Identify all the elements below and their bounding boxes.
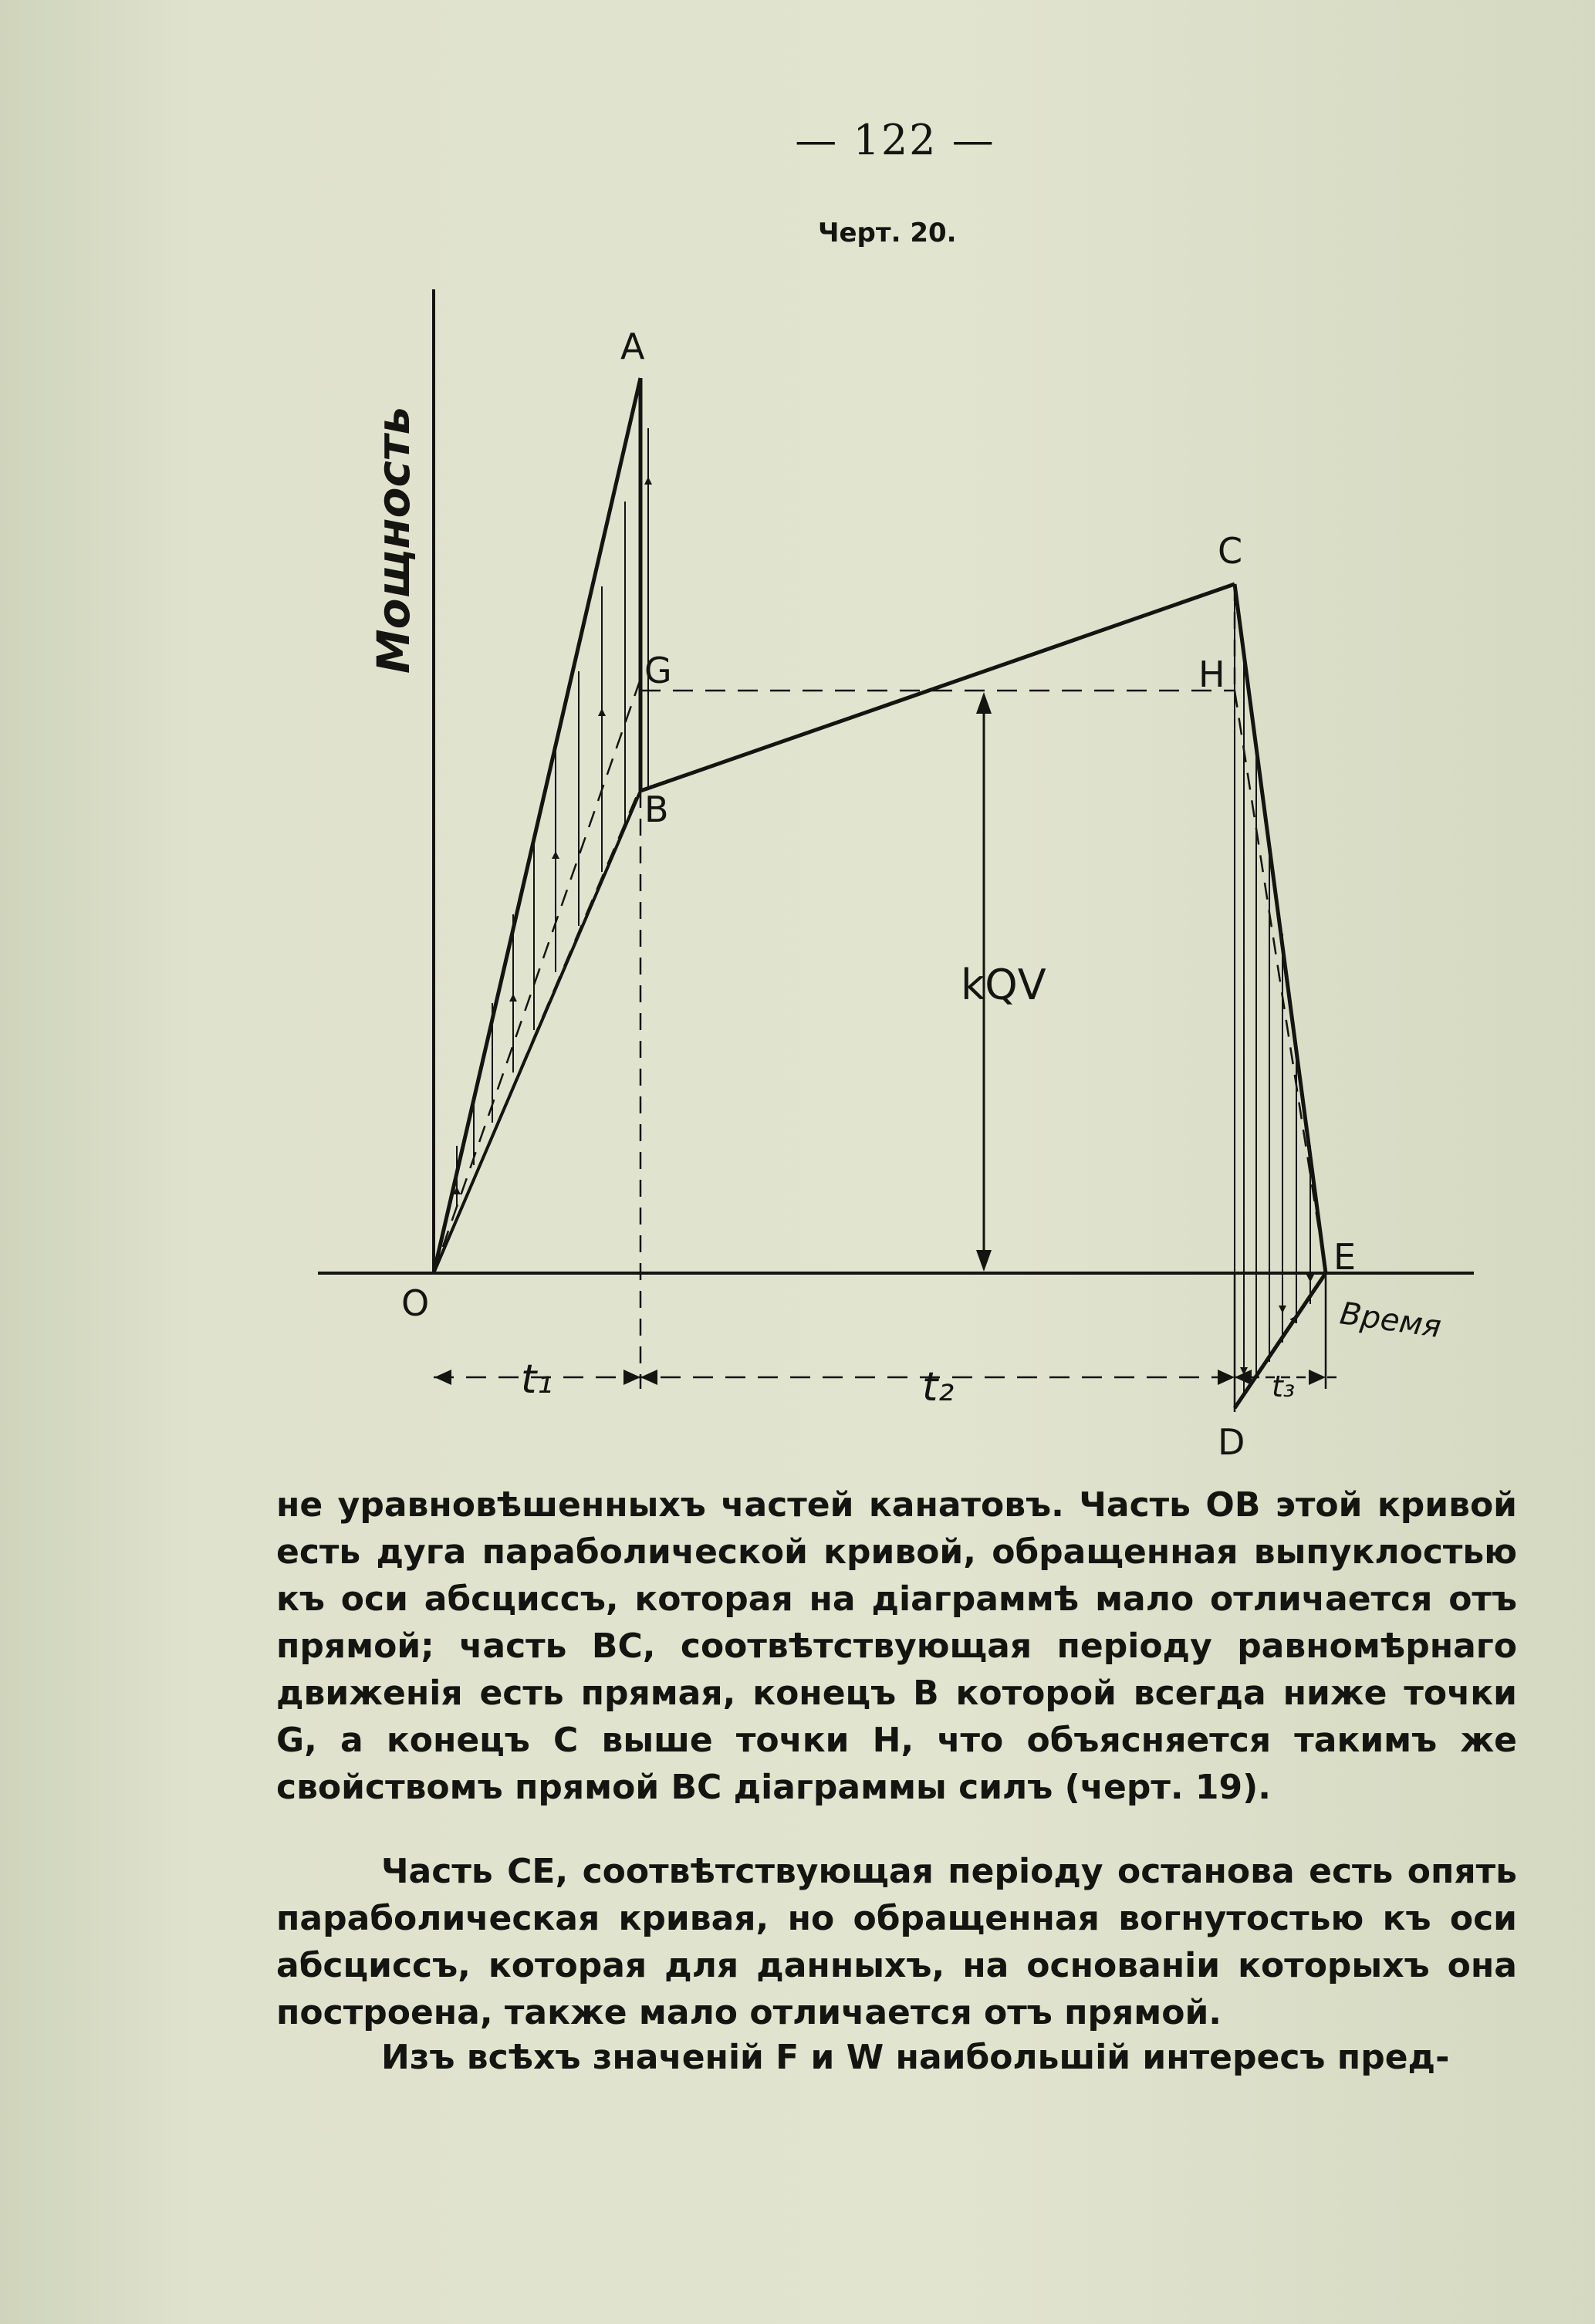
figure-caption: Черт. 20. (818, 218, 957, 248)
kQV-arrowhead-bottom (976, 1250, 992, 1272)
point-label-B: B (644, 789, 669, 830)
acceleration-dashed-lines (434, 679, 640, 1273)
paragraph-2: Часть CE, соотвѣтствующая періоду останова есть опять параболическая кривая, но обращенная вогнутостью къ оси абсциссъ, которая для данныхъ, на основаніи которыхъ она построена, также мало отличается отъ прямой. (276, 1852, 1517, 2032)
interval-label-t1: t₁ (521, 1356, 553, 1403)
interval-dimensions (434, 1273, 1339, 1412)
paragraph-3: Изъ всѣхъ значеній F и W наибольшій интересъ пред- (381, 2038, 1450, 2077)
deceleration-hatching (1235, 584, 1310, 1408)
point-label-C: C (1218, 530, 1243, 572)
interval-label-t3: t₃ (1272, 1370, 1296, 1404)
power-curve (434, 378, 1326, 1273)
x-axis-label: Время (1337, 1295, 1444, 1346)
point-label-G: G (644, 650, 672, 691)
acceleration-hatching (457, 428, 648, 1206)
paragraph-1: не уравновѣшенныхъ частей канатовъ. Часть OB этой кривой есть дуга параболической кривой, обращенная выпуклостью къ оси абсциссъ, которая на діаграммѣ мало отличается отъ прямой; часть BC, соотвѣтствующая періоду равномѣрнаго движенія есть прямая, конецъ B которой всегда ниже точки G, а конецъ C выше точки H, что объясняется такимъ же свойствомъ прямой BC діаграммы силъ (черт. 19). (276, 1485, 1517, 1807)
curve-O-B (434, 791, 640, 1273)
point-label-E: E (1333, 1236, 1357, 1278)
point-label-A: A (620, 326, 645, 367)
kQV-arrowhead-top (976, 692, 992, 714)
point-label-D: D (1218, 1421, 1245, 1463)
y-axis-label: Мощность (367, 406, 420, 674)
point-label-O: O (401, 1282, 430, 1324)
page-number: — 122 — (795, 116, 995, 164)
interval-label-t2: t₂ (922, 1364, 955, 1410)
point-label-H: H (1198, 654, 1225, 695)
kQV-label: kQV (961, 961, 1046, 1009)
